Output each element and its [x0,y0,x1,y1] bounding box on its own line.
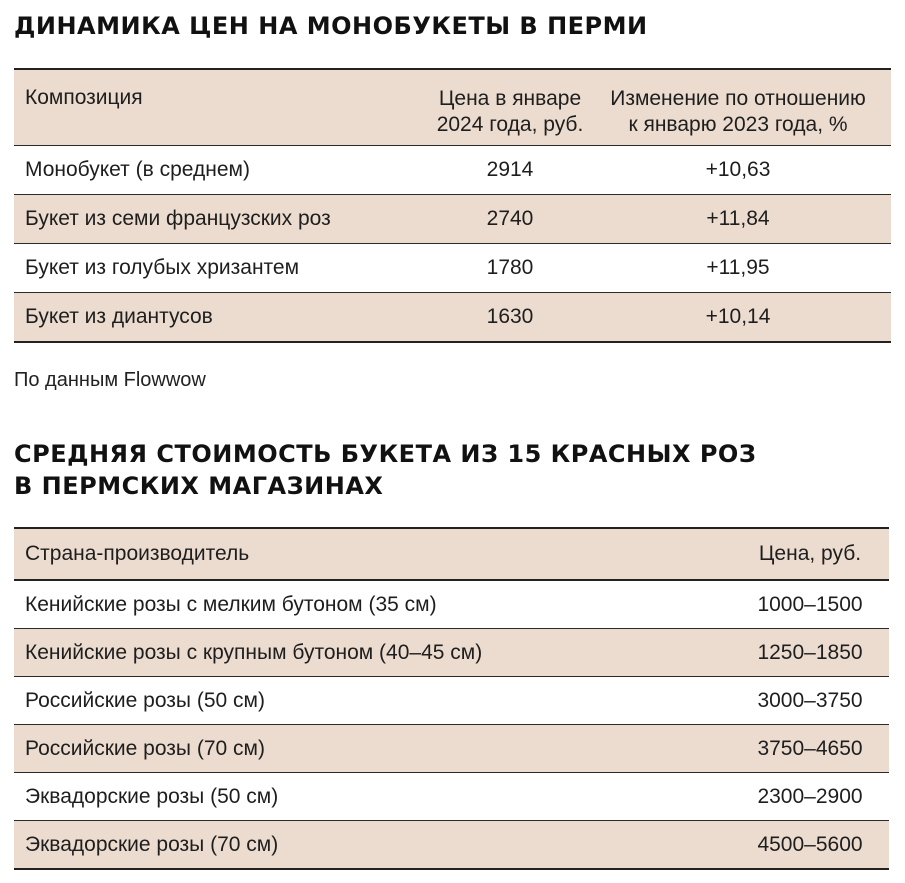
header-change-vs-2023: Изменение по отношению к январю 2023 года, % [610,87,866,136]
price-dynamics-table [14,68,891,343]
row-price: 1250–1850 [757,640,863,664]
row-price: 2914 [486,158,534,181]
table-row [14,581,889,629]
row-change: +10,63 [705,158,771,181]
table2-title-line1: СРЕДНЯЯ СТОИМОСТЬ БУКЕТА ИЗ 15 КРАСНЫХ РОЗ [14,440,757,468]
row-price: 2740 [486,207,534,230]
row-change: +10,14 [705,305,771,328]
table1-title: ДИНАМИКА ЦЕН НА МОНОБУКЕТЫ В ПЕРМИ [14,12,648,40]
row-name: Кенийские розы с крупным бутоном (40–45 см) [25,640,483,664]
table-row [14,821,889,870]
row-price: 1780 [486,256,534,279]
row-price: 1630 [486,305,534,328]
header-price: Цена, руб. [758,542,862,565]
row-name: Монобукет (в среднем) [25,158,250,181]
row-price: 4500–5600 [757,832,863,856]
row-name: Букет из диантусов [25,305,213,328]
source-note: По данным Flowwow [14,369,206,391]
row-change: +11,95 [706,256,770,279]
row-name: Эквадорские розы (70 см) [25,832,279,856]
row-name: Российские розы (50 см) [25,688,265,712]
table-row [14,146,891,195]
table2-header-row [14,529,889,581]
table-row [14,725,889,773]
table-row [14,244,891,293]
table-row [14,677,889,725]
row-price: 3000–3750 [757,688,863,712]
row-name: Букет из семи французских роз [25,207,331,230]
row-name: Букет из голубых хризантем [25,256,300,279]
table-row [14,773,889,821]
header-price-jan-2024: Цена в январе 2024 года, руб. [436,87,584,136]
row-name: Эквадорские розы (50 см) [25,784,279,808]
row-name: Кенийские розы с мелким бутоном (35 см) [25,592,437,616]
table2-title-line2: В ПЕРМСКИХ МАГАЗИНАХ [14,472,384,500]
header-country: Страна-производитель [25,542,250,565]
table-row [14,195,891,244]
table-row [14,629,889,677]
table-row [14,293,891,343]
row-price: 1000–1500 [757,592,863,616]
table1-header-row [14,70,891,146]
row-price: 2300–2900 [757,784,863,808]
rose-prices-table [14,527,889,870]
table2-title [14,438,756,502]
header-composition: Композиция [25,86,143,109]
row-price: 3750–4650 [757,736,863,760]
row-name: Российские розы (70 см) [25,736,265,760]
row-change: +11,84 [706,207,770,230]
